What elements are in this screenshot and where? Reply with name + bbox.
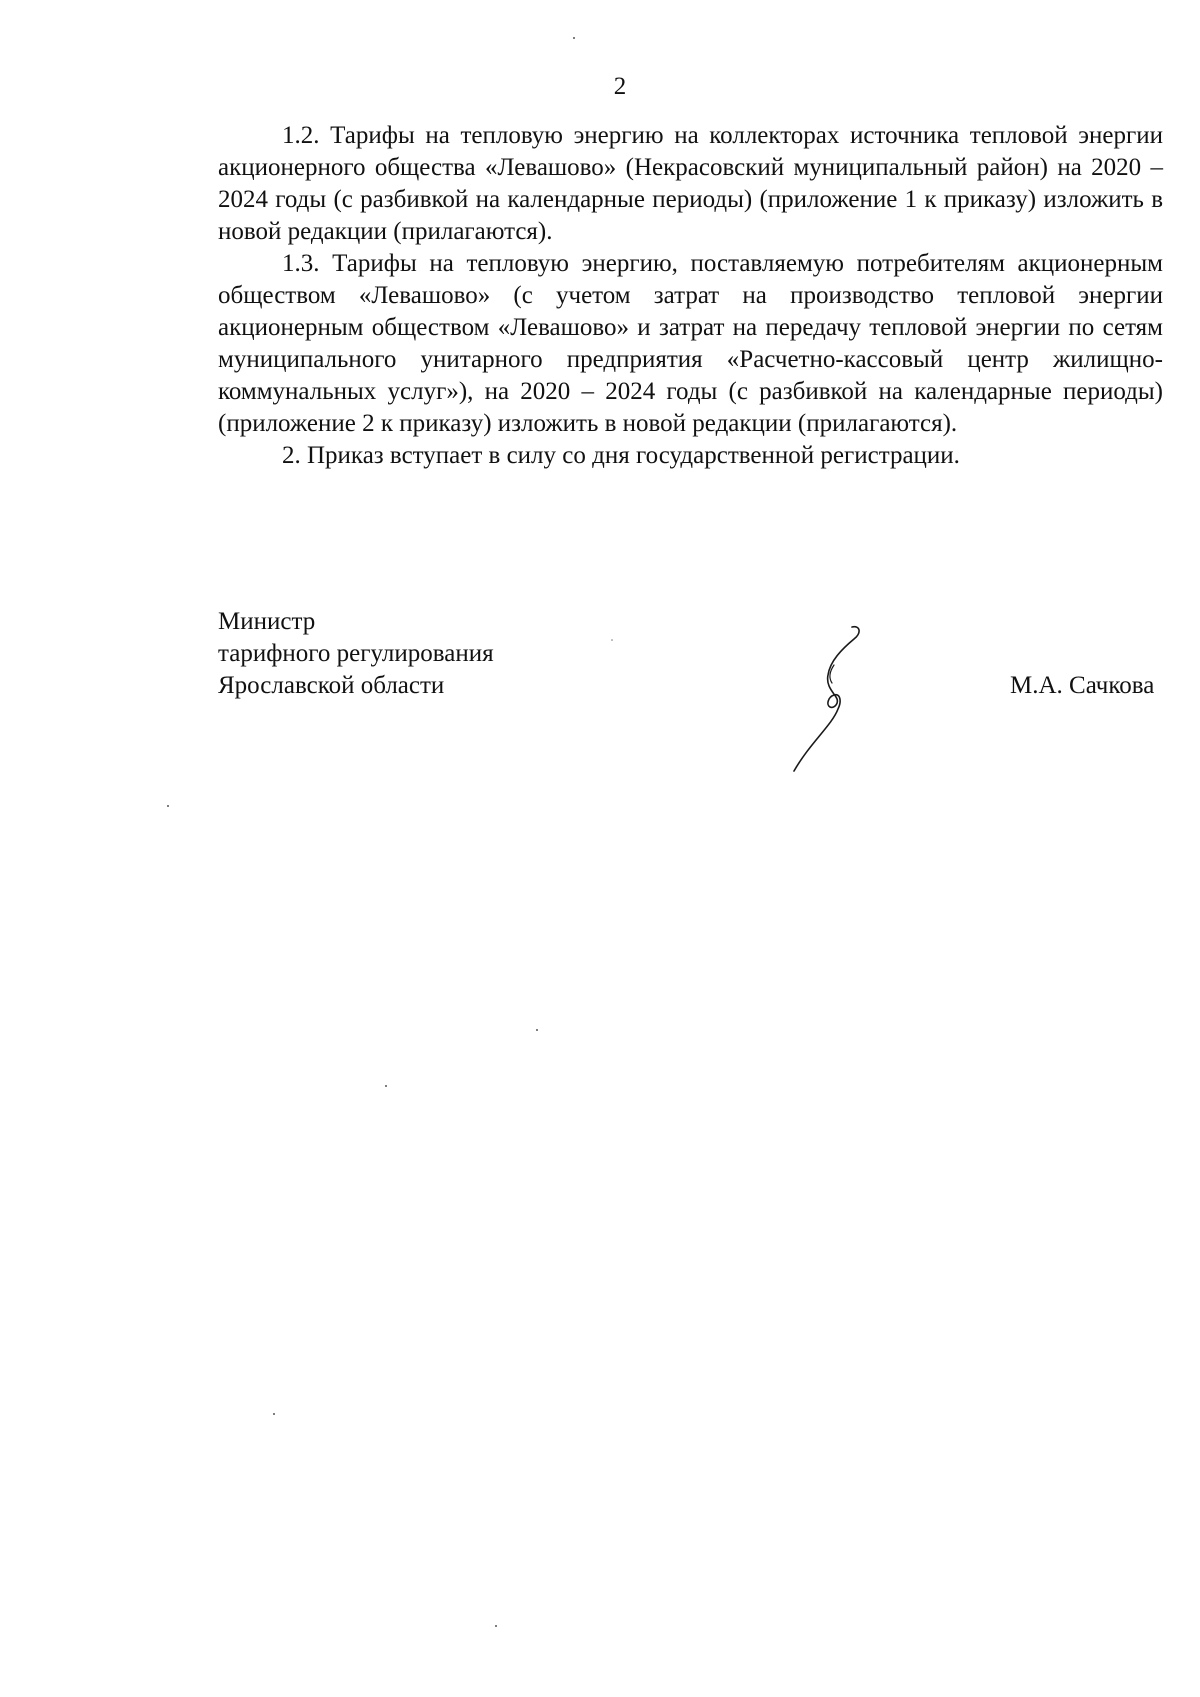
position-line: Ярославской области	[218, 672, 445, 699]
signatory-position	[218, 606, 494, 702]
page-number: 2	[613, 73, 627, 100]
paragraph-2: 2. Приказ вступает в силу со дня государственной регистрации.	[282, 442, 960, 469]
handwritten-signature	[790, 625, 900, 775]
document-body	[218, 120, 1163, 472]
signatory-name: М.А. Сачкова	[1010, 672, 1155, 699]
position-line: тарифного регулирования	[218, 640, 494, 667]
paragraph-1-3: 1.3. Тарифы на тепловую энергию, поставляемую потребителям акционерным обществом «Левашово» (с учетом затрат на производство тепловой энергии акционерным обществом «Левашово» и затрат на передачу тепловой энергии по сетям муниципального унитарного предприятия «Расчетно-кассовый центр жилищно-коммунальных услуг»), на 2020 – 2024 годы (с разбивкой на календарные периоды) (приложение 2 к приказу) изложить в новой редакции (прилагаются).	[218, 250, 1163, 437]
paragraph-1-2: 1.2. Тарифы на тепловую энергию на коллекторах источника тепловой энергии акционерного общества «Левашово» (Некрасовский муниципальный район) на 2020 – 2024 годы (с разбивкой на календарные периоды) (приложение 1 к приказу) изложить в новой редакции (прилагаются).	[218, 122, 1163, 245]
position-line: Министр	[218, 608, 316, 635]
